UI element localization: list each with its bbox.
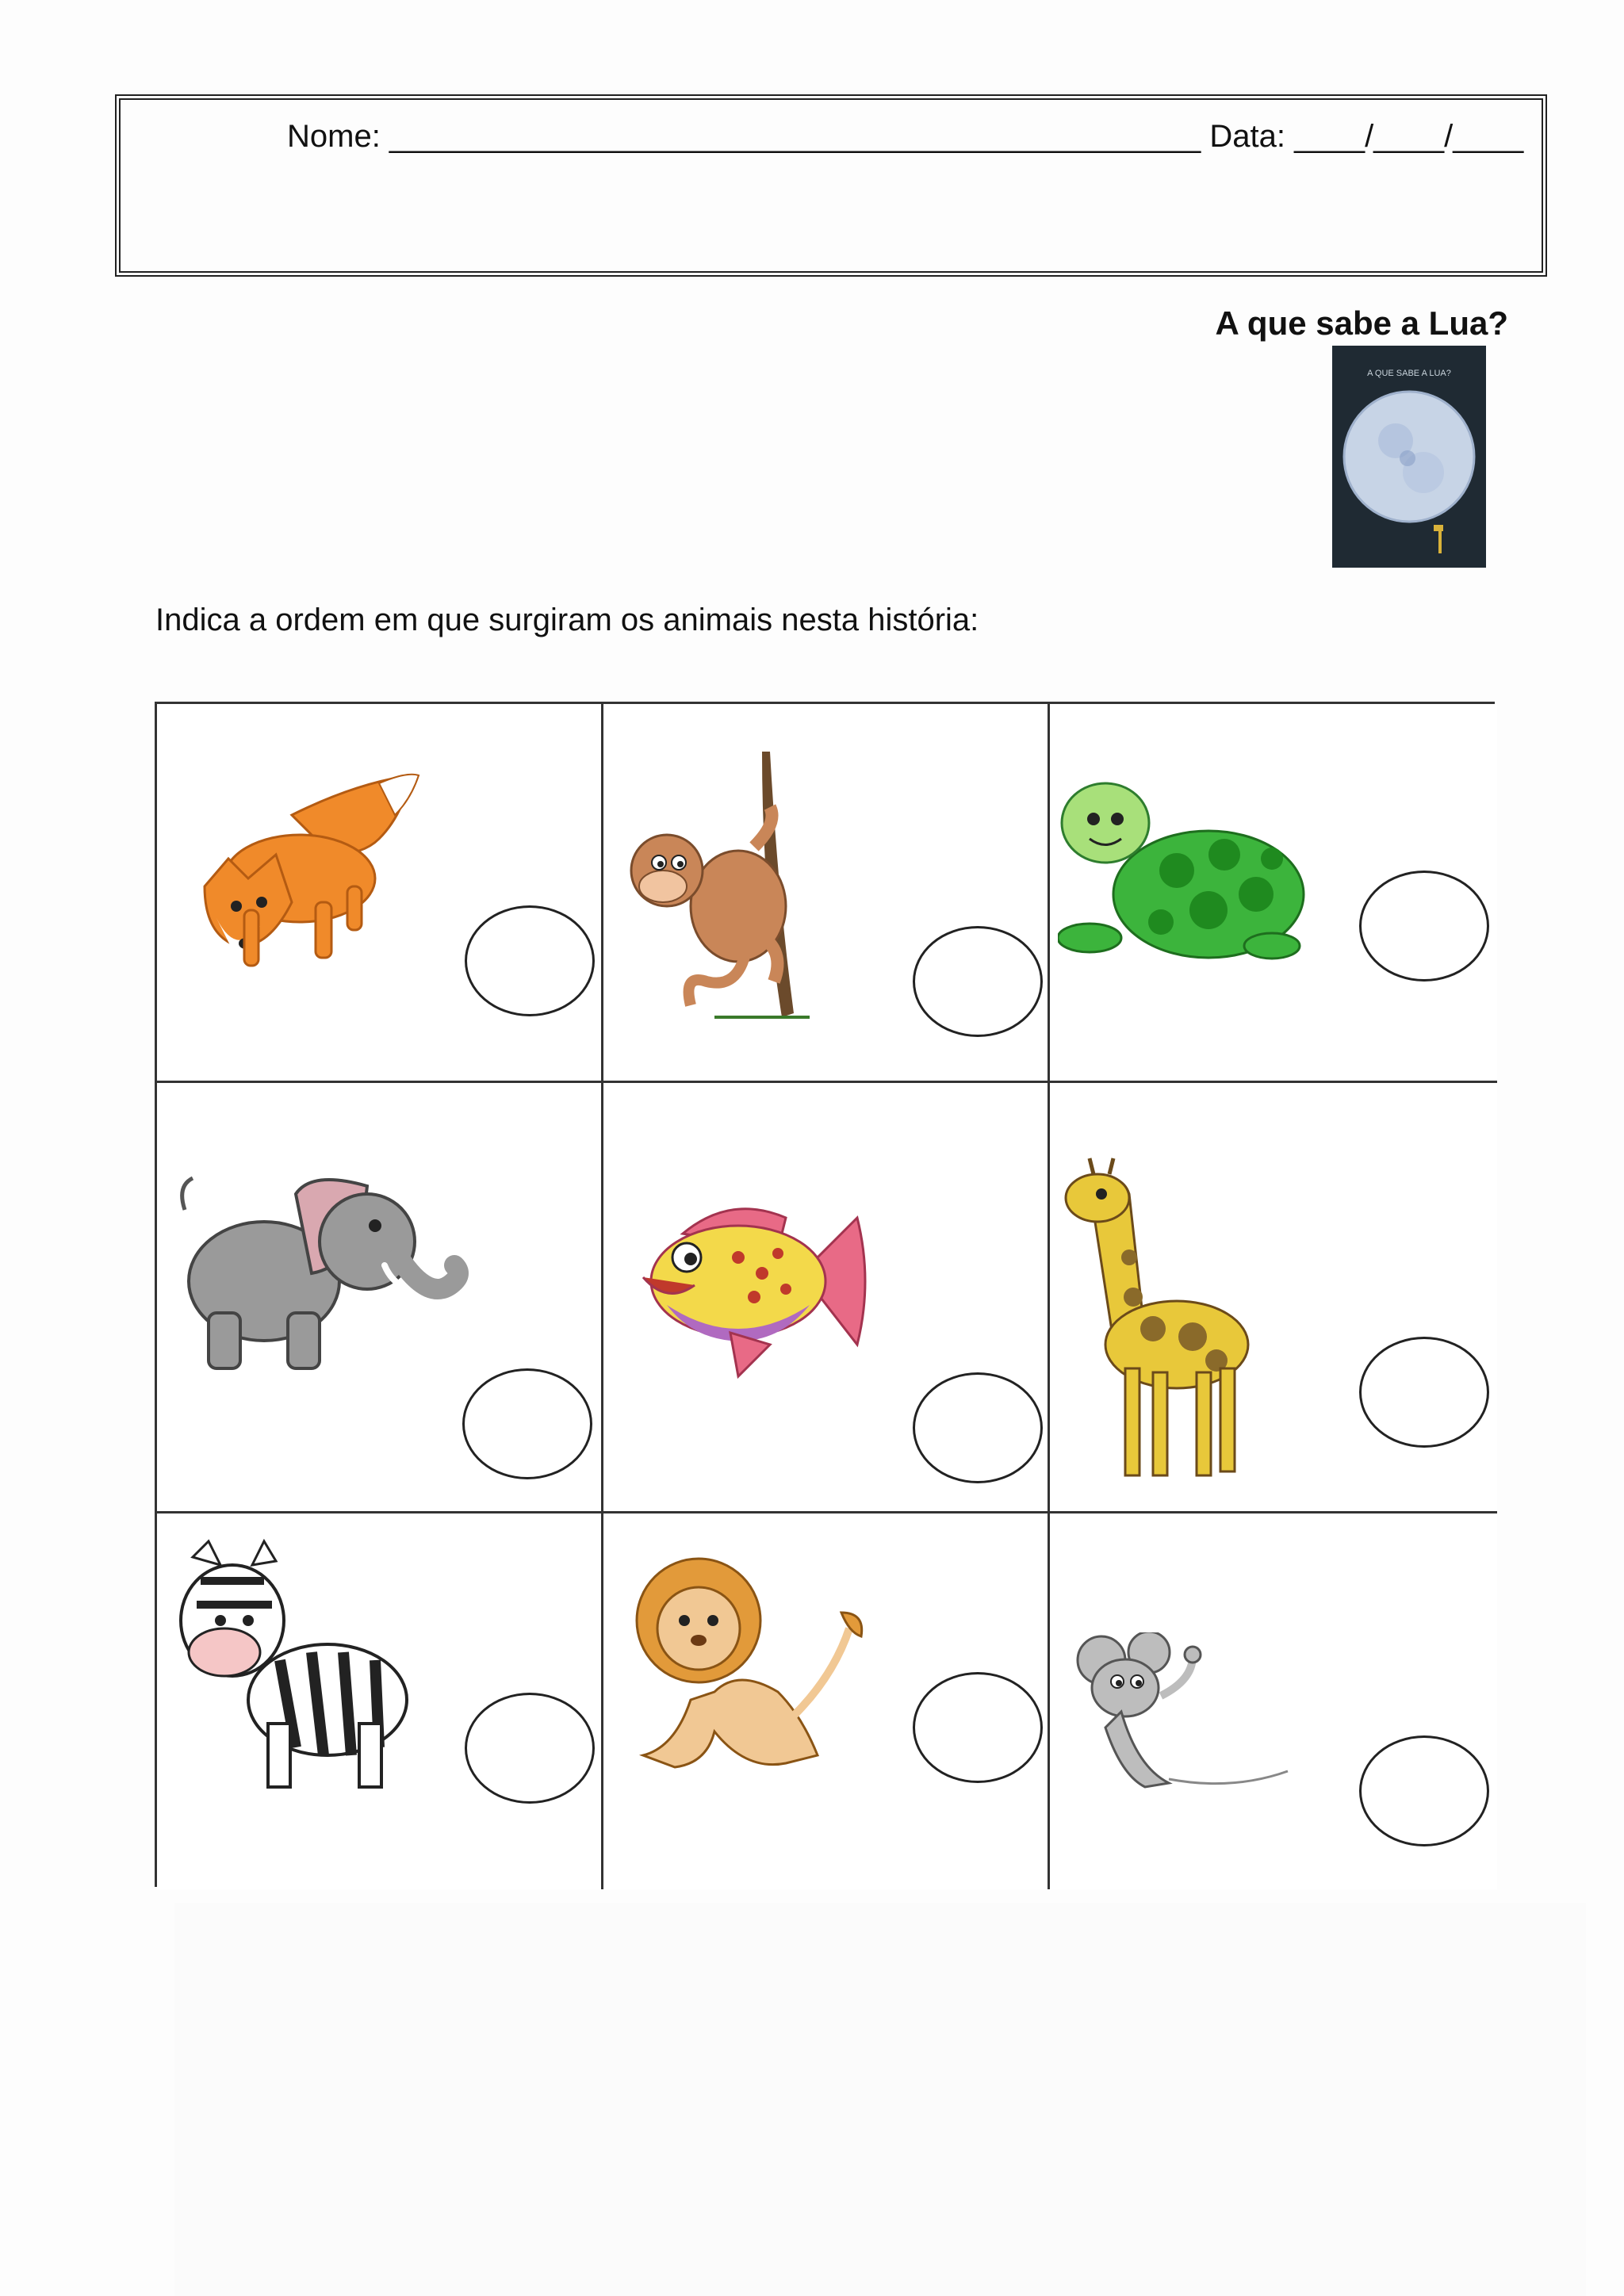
order-circle[interactable] bbox=[1359, 1337, 1489, 1448]
order-circle[interactable] bbox=[913, 1372, 1043, 1483]
animal-cell-giraffe bbox=[1050, 1083, 1497, 1513]
animal-grid bbox=[155, 702, 1495, 1887]
animal-cell-fox bbox=[157, 704, 603, 1083]
fish-icon bbox=[619, 1186, 881, 1384]
cover-title-text: A QUE SABE A LUA? bbox=[1367, 369, 1451, 378]
animal-cell-fish bbox=[603, 1083, 1050, 1513]
turtle-icon bbox=[1058, 775, 1312, 966]
animal-cell-lion bbox=[603, 1513, 1050, 1889]
mouse-icon bbox=[1074, 1632, 1304, 1807]
elephant-icon bbox=[177, 1170, 470, 1384]
order-circle[interactable] bbox=[465, 905, 595, 1016]
name-date-line: Nome: ______________________________________________ Data: ____/____/____ bbox=[287, 119, 1524, 154]
animal-cell-zebra bbox=[157, 1513, 603, 1889]
animal-cell-mouse bbox=[1050, 1513, 1497, 1889]
fox-icon bbox=[173, 767, 435, 989]
order-circle[interactable] bbox=[465, 1693, 595, 1804]
monkey-icon bbox=[619, 752, 857, 1037]
book-cover-image bbox=[1332, 346, 1486, 568]
lion-icon bbox=[627, 1557, 881, 1787]
zebra-icon bbox=[177, 1533, 431, 1803]
order-circle[interactable] bbox=[913, 1672, 1043, 1783]
animal-cell-monkey bbox=[603, 704, 1050, 1083]
book-title: A que sabe a Lua? bbox=[1215, 304, 1508, 342]
animal-cell-elephant bbox=[157, 1083, 603, 1513]
order-circle[interactable] bbox=[1359, 1735, 1489, 1846]
page-shade bbox=[174, 1903, 1586, 2296]
name-date-box bbox=[119, 98, 1543, 273]
order-circle[interactable] bbox=[1359, 871, 1489, 982]
order-circle[interactable] bbox=[913, 926, 1043, 1037]
animal-cell-turtle bbox=[1050, 704, 1497, 1083]
giraffe-icon bbox=[1058, 1154, 1264, 1487]
order-circle[interactable] bbox=[462, 1368, 592, 1479]
instruction-text: Indica a ordem em que surgiram os animais nesta história: bbox=[155, 603, 979, 637]
